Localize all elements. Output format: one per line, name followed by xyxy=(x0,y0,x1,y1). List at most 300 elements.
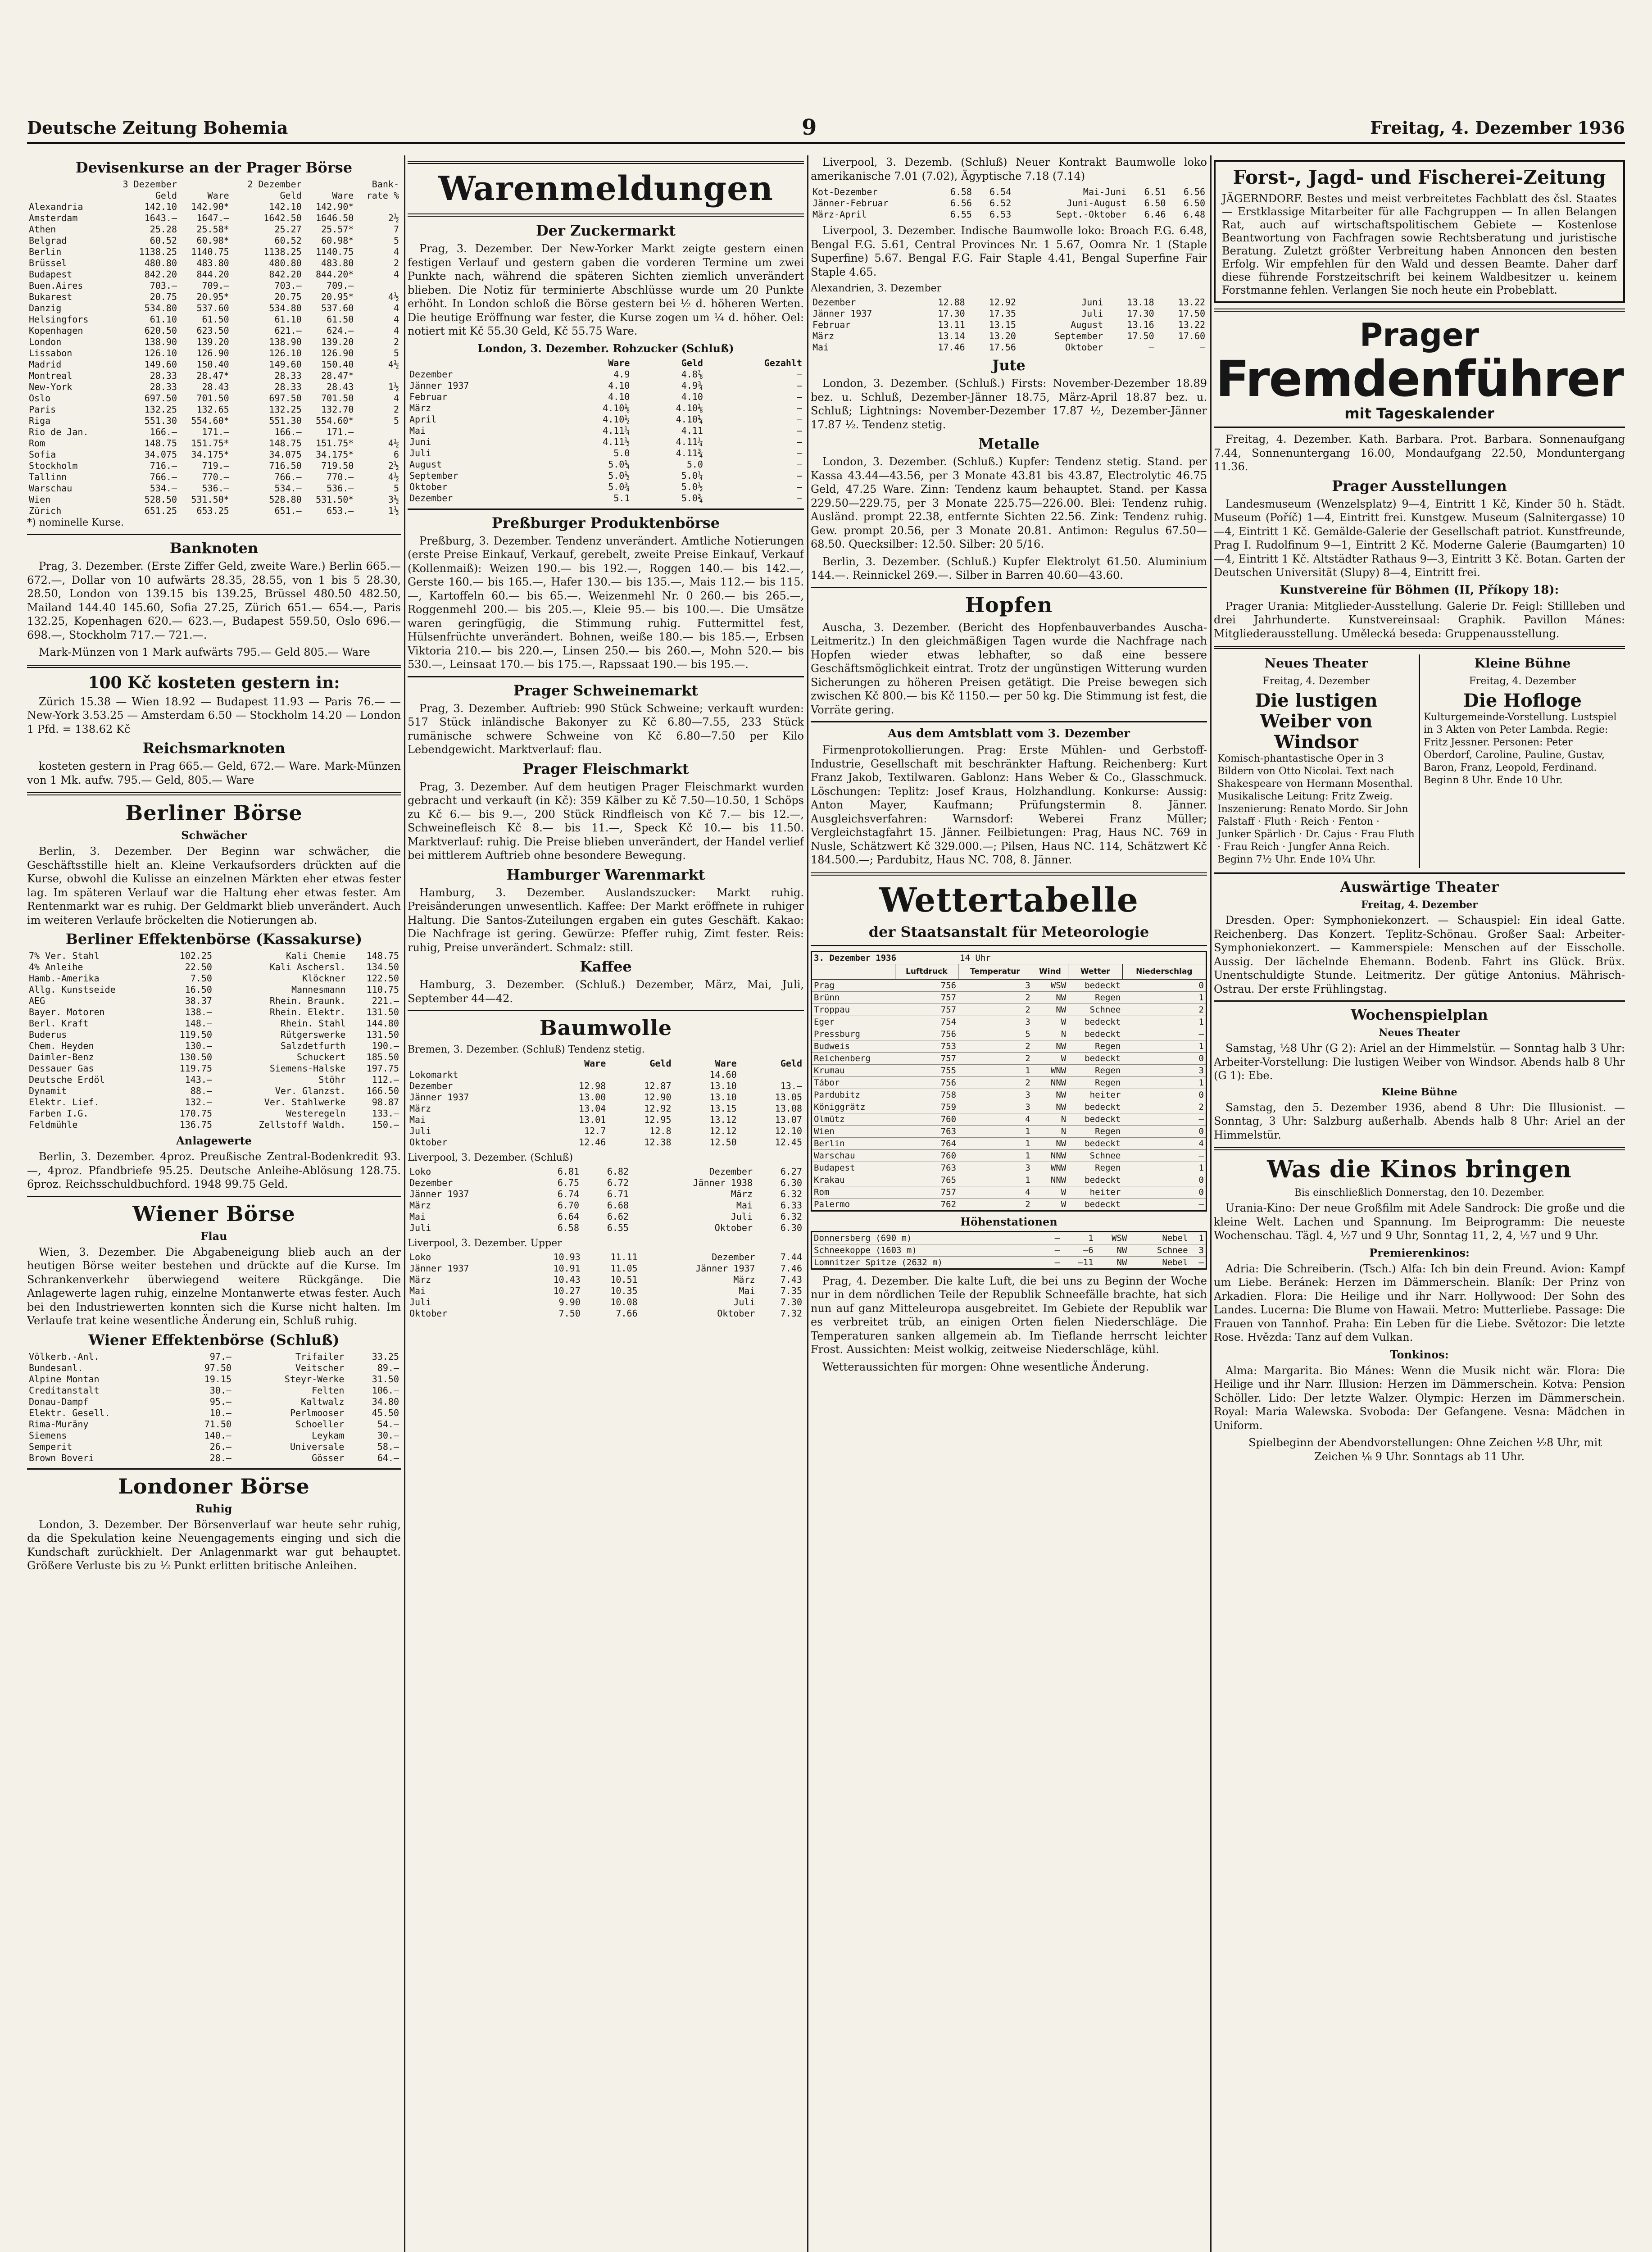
table-cell: 716.— xyxy=(150,460,177,471)
table-cell: Dezember xyxy=(712,1252,755,1262)
metalle-text: London, 3. Dezember. (Schluß.) Kupfer: Tendenz stetig. Stand. per Kassa 43.44—43.56, per 3 Monate 43.81 bis 43.87, Electrolytic 46.75 Geld, 47.25 Ware. Zinn: Tendenz kaum behauptet. Stand. per Kassa 229.50—229.75, per 3 Monate 225.75—226.00. Blei: Tendenz ruhig. Ausländ. prompt 22.38, entfernte Sichten 22.56. Zink: Tendenz ruhig. Gew. prompt 20.56, per 3 Monate 20.81. Antimon: Regulus 67.50—68.50. Quecksilber: 12.50. Silber: 20 5/16. xyxy=(811,455,1207,550)
table-cell: Juli xyxy=(409,1297,431,1308)
amt-title: Aus dem Amtsblatt vom 3. Dezember xyxy=(888,727,1130,740)
table-cell: N xyxy=(1032,1028,1068,1040)
table-cell: Juli xyxy=(733,1297,755,1308)
table-cell: 1 xyxy=(1190,1231,1207,1244)
baumwolle-table xyxy=(408,1058,804,1148)
kleine-buehne xyxy=(1420,654,1625,868)
table-cell: bedeckt xyxy=(1068,1174,1122,1186)
table-cell: 623.50 xyxy=(196,325,229,336)
table-cell: 7.35 xyxy=(780,1285,802,1296)
table-cell: 534.80 xyxy=(144,303,177,313)
table-cell: 4 xyxy=(393,393,399,404)
table-cell: Mai xyxy=(409,1114,426,1125)
table-cell: 20.75 xyxy=(150,291,177,302)
table-head-cell: Geld xyxy=(780,1058,802,1069)
table-cell: 5.0¼ xyxy=(681,470,703,481)
warenmeldungen-title: Warenmeldungen xyxy=(438,169,773,208)
table-cell: 33.25 xyxy=(372,1351,399,1362)
table-cell: WSW xyxy=(1095,1231,1129,1244)
table-cell: Pressburg xyxy=(812,1028,895,1040)
table-cell: 13.15 xyxy=(989,319,1016,330)
table-cell: Mai xyxy=(812,342,829,353)
table-cell: 130.50 xyxy=(179,1052,212,1062)
table-cell: 770.— xyxy=(327,472,354,482)
table-cell: 88.— xyxy=(190,1085,212,1096)
devisen-head: 3 Dezember xyxy=(123,179,177,190)
table-row xyxy=(27,269,401,280)
table-cell: 12.88 xyxy=(938,297,965,308)
table-cell: Berl. Kraft xyxy=(29,1018,89,1029)
table-cell: März xyxy=(409,1200,431,1211)
table-cell: NW xyxy=(1032,1003,1068,1016)
table-cell: 6.30 xyxy=(780,1177,802,1188)
table-cell: Regen xyxy=(1068,1064,1122,1076)
wetter-head-cell: Wetter xyxy=(1068,964,1122,979)
table-cell: Mai xyxy=(739,1285,755,1296)
table-cell: 143.— xyxy=(185,1074,212,1085)
table-cell: 1138.25 xyxy=(139,246,177,257)
table-cell: 25.28 xyxy=(150,224,177,235)
table-cell: 171.— xyxy=(202,427,229,437)
table-cell: März xyxy=(731,1189,753,1199)
table-cell: 110.75 xyxy=(366,984,399,995)
devisen-title: Devisenkurse an der Prager Börse xyxy=(75,159,353,176)
table-cell: 6.70 xyxy=(557,1200,579,1211)
table-cell: 2½ xyxy=(388,460,399,471)
table-cell: 0 xyxy=(1122,1089,1206,1101)
kaffee-text: Hamburg, 3. Dezember. (Schluß.) Dezember, März, Mai, Juli, September 44—42. xyxy=(408,978,804,1005)
table-cell: August xyxy=(409,459,442,470)
table-cell: Daimler-Benz xyxy=(29,1052,94,1062)
table-row xyxy=(811,308,1207,319)
table-cell: 132.25 xyxy=(269,404,302,415)
table-cell: 6.62 xyxy=(607,1211,629,1222)
table-cell: 102.25 xyxy=(179,950,212,961)
table-head-cell: Ware xyxy=(715,1058,737,1069)
klein-title: Kleine Bühne xyxy=(1474,656,1571,671)
table-cell: 756 xyxy=(895,979,958,991)
table-row xyxy=(408,369,804,380)
table-cell: 95.— xyxy=(209,1396,231,1407)
table-row xyxy=(812,1231,1207,1244)
table-cell: heiter xyxy=(1068,1186,1122,1198)
table-cell: 126.90 xyxy=(321,348,354,359)
table-cell: 7.43 xyxy=(780,1274,802,1285)
table-cell: 13.10 xyxy=(709,1081,737,1091)
table-row xyxy=(27,314,401,325)
table-cell: 719.50 xyxy=(321,460,354,471)
table-cell: 483.80 xyxy=(321,258,354,268)
fremdenfuehrer-header xyxy=(1214,317,1625,422)
table-cell: NNW xyxy=(1032,1076,1068,1089)
table-cell: Trifailer xyxy=(295,1351,345,1362)
table-cell: Berlin xyxy=(29,246,62,257)
wetter-time: 14 Uhr xyxy=(958,951,1206,964)
table-cell: Juni-August xyxy=(1067,198,1127,209)
table-cell: 716.50 xyxy=(269,460,302,471)
table-cell: 709.— xyxy=(202,280,229,291)
table-cell: 7.32 xyxy=(780,1308,802,1319)
table-cell: Donau-Dampf xyxy=(29,1396,89,1407)
table-row xyxy=(408,391,804,403)
table-row xyxy=(408,1103,804,1114)
table-cell: 6.52 xyxy=(989,198,1012,209)
table-cell: 5 xyxy=(393,348,399,359)
table-cell: 6.64 xyxy=(557,1211,579,1222)
table-row xyxy=(408,470,804,481)
table-cell: Jänner 1937 xyxy=(695,1263,755,1274)
table-cell: 703.— xyxy=(274,280,302,291)
liv-text: Liverpool, 3. Dezemb. (Schluß) Neuer Kontrakt Baumwolle loko amerikanische 7.01 (7.02), Ägyptische 7.18 (7.14) xyxy=(811,156,1207,182)
table-cell: Stöhr xyxy=(318,1074,346,1085)
table-row xyxy=(27,1408,401,1419)
table-cell: Juni xyxy=(1081,297,1103,308)
table-cell: Dezember xyxy=(409,492,453,504)
table-cell: 4% Anleihe xyxy=(29,962,83,972)
table-cell: 126.90 xyxy=(196,348,229,359)
table-cell: 132.65 xyxy=(196,404,229,415)
devisen-note: *) nominelle Kurse. xyxy=(27,517,124,528)
table-cell: 6.33 xyxy=(780,1200,802,1211)
liv1-table xyxy=(408,1166,804,1234)
table-cell: 13.10 xyxy=(709,1092,737,1103)
table-row xyxy=(27,460,401,472)
klein-play: Die Hofloge xyxy=(1463,690,1582,711)
wetter-title: Wettertabelle xyxy=(879,881,1139,920)
table-row xyxy=(408,1297,804,1308)
table-cell: 14.60 xyxy=(709,1069,737,1080)
table-cell: 60.52 xyxy=(150,235,177,246)
table-row xyxy=(408,1274,804,1285)
table-cell: 757 xyxy=(895,1186,958,1198)
table-cell: 13.— xyxy=(780,1081,802,1091)
table-cell: 4.10 xyxy=(608,380,630,391)
table-row xyxy=(408,1200,804,1211)
table-cell: Jänner 1937 xyxy=(812,308,872,319)
berlin-sub: Schwächer xyxy=(181,829,247,842)
table-cell: 4.11¾ xyxy=(676,447,703,459)
table-cell: NW xyxy=(1032,1101,1068,1113)
table-cell: 757 xyxy=(895,1052,958,1064)
devisen-sub: Ware xyxy=(332,190,354,201)
table-cell: 2 xyxy=(958,991,1032,1003)
table-cell: März xyxy=(409,1103,431,1114)
table-cell: — xyxy=(796,368,802,380)
table-row xyxy=(27,438,401,449)
kaffee-title: Kaffee xyxy=(580,958,632,975)
table-cell: 4.10½ xyxy=(603,413,630,425)
table-cell: 3 xyxy=(958,1162,1032,1174)
table-cell: 1 xyxy=(958,1174,1032,1186)
wien-title: Wiener Börse xyxy=(132,1201,295,1226)
table-row xyxy=(27,1119,401,1131)
table-cell: Wien xyxy=(29,494,51,505)
table-cell: Dezember xyxy=(812,297,856,308)
table-row xyxy=(27,415,401,427)
table-cell: — xyxy=(1046,1256,1062,1269)
table-cell: 5.0½ xyxy=(681,481,703,492)
table-cell: 17.50 xyxy=(1178,308,1205,319)
table-cell: 770.— xyxy=(202,472,229,482)
table-cell: Kot-Dezember xyxy=(812,186,878,197)
table-row xyxy=(408,403,804,414)
table-cell: März xyxy=(409,402,431,413)
table-cell: 149.60 xyxy=(269,359,302,370)
table-cell: Perlmooser xyxy=(290,1407,345,1418)
table-row xyxy=(408,1092,804,1103)
table-cell: 1 xyxy=(1122,1162,1206,1174)
table-cell: 25.58* xyxy=(196,224,229,235)
table-cell: Alpine Montan xyxy=(29,1373,100,1385)
table-cell: Jänner-Februar xyxy=(812,198,889,209)
table-row xyxy=(408,481,804,493)
table-cell: 10.— xyxy=(209,1407,231,1418)
table-cell: 30.— xyxy=(377,1430,399,1441)
wetter-head-cell: Luftdruck xyxy=(895,964,958,979)
table-row xyxy=(811,209,1207,220)
table-row xyxy=(27,291,401,303)
table-cell: 142.10 xyxy=(144,201,177,212)
table-cell: Regen xyxy=(1068,1076,1122,1089)
hundred-text: Zürich 15.38 — Wien 18.92 — Budapest 11.93 — Paris 76.— — New-York 3.53.25 — Amsterdam 6.50 — Stockholm 14.20 — London 1 Pfd. = 138.62 Kč xyxy=(27,695,401,736)
table-cell: 5.0¾ xyxy=(681,492,703,504)
neues-play: Die lustigen Weiber von Windsor xyxy=(1255,690,1378,753)
table-cell: Tallinn xyxy=(29,472,67,482)
table-cell: 28.33 xyxy=(150,381,177,392)
kasse-title: Berliner Effektenbörse (Kassakurse) xyxy=(65,931,363,948)
table-cell: Feldmühle xyxy=(29,1119,78,1130)
baumwolle-title: Baumwolle xyxy=(539,1016,672,1040)
table-cell: 3 xyxy=(958,1016,1032,1028)
table-cell: Gösser xyxy=(312,1452,345,1463)
table-cell: 536.— xyxy=(327,483,354,494)
table-cell: Elektr. Lief. xyxy=(29,1097,100,1108)
wetter-date-row xyxy=(812,951,1207,964)
table-cell: 138.90 xyxy=(144,336,177,347)
table-row xyxy=(408,493,804,504)
table-cell: 13.14 xyxy=(938,331,965,341)
table-cell: 4 xyxy=(393,246,399,257)
table-cell: 2 xyxy=(1122,1003,1206,1016)
table-cell: 4.10 xyxy=(681,391,703,402)
wetter-head-cell: Wind xyxy=(1032,964,1068,979)
table-cell: 4.9 xyxy=(613,368,630,380)
table-cell: Elektr. Gesell. xyxy=(29,1407,110,1418)
klein2-title: Kleine Bühne xyxy=(1381,1086,1457,1098)
table-cell: WNW xyxy=(1032,1162,1068,1174)
table-cell: Dynamit xyxy=(29,1085,67,1096)
table-cell: Kali Aschersl. xyxy=(269,962,346,972)
table-cell: 5 xyxy=(393,415,399,426)
table-row xyxy=(811,331,1207,342)
table-cell: 651.25 xyxy=(144,505,177,516)
table-cell: 4.11 xyxy=(681,425,703,436)
table-row xyxy=(27,1007,401,1018)
hoehen-table xyxy=(811,1231,1207,1270)
table-cell: 7.66 xyxy=(616,1308,638,1319)
table-cell: 6.54 xyxy=(989,186,1012,197)
table-cell: NNW xyxy=(1032,1174,1068,1186)
table-row xyxy=(27,449,401,460)
table-cell: Jänner 1937 xyxy=(409,1189,469,1199)
fleisch-title: Prager Fleischmarkt xyxy=(522,760,689,777)
table-cell: 28.47* xyxy=(196,370,229,381)
table-cell: Nebel xyxy=(1129,1231,1189,1244)
table-cell: Berlin xyxy=(812,1137,895,1149)
table-row xyxy=(408,1285,804,1297)
table-cell: 13.05 xyxy=(775,1092,802,1103)
table-cell: — xyxy=(796,492,802,504)
table-cell: 757 xyxy=(895,1003,958,1016)
table-row xyxy=(27,472,401,483)
table-cell: 136.75 xyxy=(179,1119,212,1130)
table-cell: 13.15 xyxy=(709,1103,737,1114)
table-cell: Budapest xyxy=(812,1162,895,1174)
table-cell: 759 xyxy=(895,1101,958,1113)
table-cell: 7 xyxy=(393,224,399,235)
liv1-title: Liverpool, 3. Dezember. (Schluß) xyxy=(408,1152,573,1163)
table-cell: WNW xyxy=(1032,1064,1068,1076)
table-cell: 10.51 xyxy=(610,1274,638,1285)
table-cell: 5.1 xyxy=(613,492,630,504)
table-cell: Mai xyxy=(409,1285,426,1296)
table-cell: bedeckt xyxy=(1068,979,1122,991)
table-row xyxy=(27,1074,401,1085)
table-cell: Mannesmann xyxy=(291,984,346,995)
table-cell: 4.10⅛ xyxy=(603,402,630,413)
forst-ad-title: Forst-, Jagd- und Fischerei-Zeitung xyxy=(1233,166,1606,188)
table-cell: 4 xyxy=(393,325,399,336)
table-row xyxy=(408,425,804,436)
hundred-title: 100 Kč kosteten gestern in: xyxy=(88,673,340,692)
table-cell: Dezember xyxy=(409,1081,453,1091)
table-cell: 763 xyxy=(895,1125,958,1137)
table-cell: 6.32 xyxy=(780,1189,802,1199)
table-cell: 28.47* xyxy=(321,370,354,381)
fremdenfuehrer-a: Prager xyxy=(1359,317,1480,354)
table-cell: 4.8⅞ xyxy=(681,368,703,380)
table-cell: 1 xyxy=(958,1149,1032,1162)
table-cell: 89.— xyxy=(377,1362,399,1373)
newspaper-name: Deutsche Zeitung Bohemia xyxy=(27,118,288,138)
table-cell: NW xyxy=(1032,1040,1068,1052)
table-cell: 4½ xyxy=(388,359,399,370)
column-divider xyxy=(807,155,808,2252)
table-cell: Universale xyxy=(290,1441,345,1452)
table-cell: Budapest xyxy=(29,269,73,280)
table-row xyxy=(812,1174,1207,1186)
table-cell: 148.75 xyxy=(144,438,177,449)
table-cell: Bayer. Motoren xyxy=(29,1007,105,1017)
press-title: Preßburger Produktenbörse xyxy=(491,514,720,531)
table-cell: Februar xyxy=(812,319,851,330)
table-cell: 3 xyxy=(958,979,1032,991)
table-cell: Wien xyxy=(812,1125,895,1137)
table-cell: — xyxy=(796,447,802,459)
table-cell: 703.— xyxy=(150,280,177,291)
table-cell: 2 xyxy=(393,404,399,415)
table-row xyxy=(27,359,401,370)
hopfen-title: Hopfen xyxy=(965,592,1053,617)
devisen-sub: rate % xyxy=(366,190,399,201)
table-cell: 1647.— xyxy=(196,213,229,223)
table-cell: — xyxy=(796,391,802,402)
table-row xyxy=(408,448,804,459)
table-cell: 12.92 xyxy=(644,1103,672,1114)
table-cell: N xyxy=(1032,1125,1068,1137)
table-cell: Schnee xyxy=(1068,1003,1122,1016)
table-cell: 150.40 xyxy=(321,359,354,370)
table-row xyxy=(812,1125,1207,1137)
table-row xyxy=(27,258,401,269)
table-cell: 6.72 xyxy=(607,1177,629,1188)
table-cell: 61.50 xyxy=(202,314,229,325)
table-cell: 1 xyxy=(958,1064,1032,1076)
table-cell: 64.— xyxy=(377,1452,399,1463)
neues-theater xyxy=(1214,654,1419,868)
table-cell: 61.50 xyxy=(327,314,354,325)
table-cell: 13.00 xyxy=(579,1092,606,1103)
table-cell: 190.— xyxy=(372,1040,399,1051)
table-cell: 13.04 xyxy=(579,1103,606,1114)
table-cell: 5.0 xyxy=(613,447,630,459)
table-row xyxy=(408,1114,804,1126)
zucker-title: Der Zuckermarkt xyxy=(536,222,676,239)
table-cell: Leykam xyxy=(312,1430,345,1441)
table-cell: 2½ xyxy=(388,213,399,223)
table-cell: 10.43 xyxy=(553,1274,581,1285)
table-cell: 12.8 xyxy=(649,1126,672,1136)
table-cell: Oktober xyxy=(409,481,448,492)
table-cell: 6.71 xyxy=(607,1189,629,1199)
column-markets xyxy=(408,155,804,2252)
table-cell: 148.— xyxy=(185,1018,212,1029)
table-cell: — xyxy=(1122,1149,1206,1162)
table-cell: 6.56 xyxy=(950,198,972,209)
table-cell: Salzdetfurth xyxy=(280,1040,346,1051)
table-cell: 2 xyxy=(958,1040,1032,1052)
table-cell: 150.— xyxy=(372,1119,399,1130)
table-row xyxy=(27,1018,401,1029)
jute-title: Jute xyxy=(992,357,1026,374)
table-cell: 13.01 xyxy=(579,1114,606,1125)
table-cell xyxy=(608,1069,673,1081)
table-row xyxy=(408,1189,804,1200)
table-row xyxy=(27,505,401,517)
anlage-title: Anlagewerte xyxy=(176,1134,252,1147)
devisen-sub-row xyxy=(27,190,401,201)
table-cell: Mai-Juni xyxy=(1083,186,1127,197)
table-cell: 31.50 xyxy=(372,1373,399,1385)
table-cell: Rio de Jan. xyxy=(29,427,89,437)
table-cell: 554.60* xyxy=(316,415,354,426)
table-row xyxy=(27,1063,401,1074)
table-row xyxy=(812,1244,1207,1256)
table-cell: 755 xyxy=(895,1064,958,1076)
table-cell: Westeregeln xyxy=(286,1108,346,1119)
table-cell: 765 xyxy=(895,1174,958,1186)
table-cell: 6.50 xyxy=(1144,198,1166,209)
table-cell: 148.75 xyxy=(366,950,399,961)
table-cell: Oktober xyxy=(409,1308,448,1319)
wetter-head-cell xyxy=(812,964,895,979)
theatre-block xyxy=(1214,654,1625,868)
table-cell: 20.95* xyxy=(196,291,229,302)
table-cell: 4½ xyxy=(388,472,399,482)
table-cell: 140.— xyxy=(204,1430,231,1441)
